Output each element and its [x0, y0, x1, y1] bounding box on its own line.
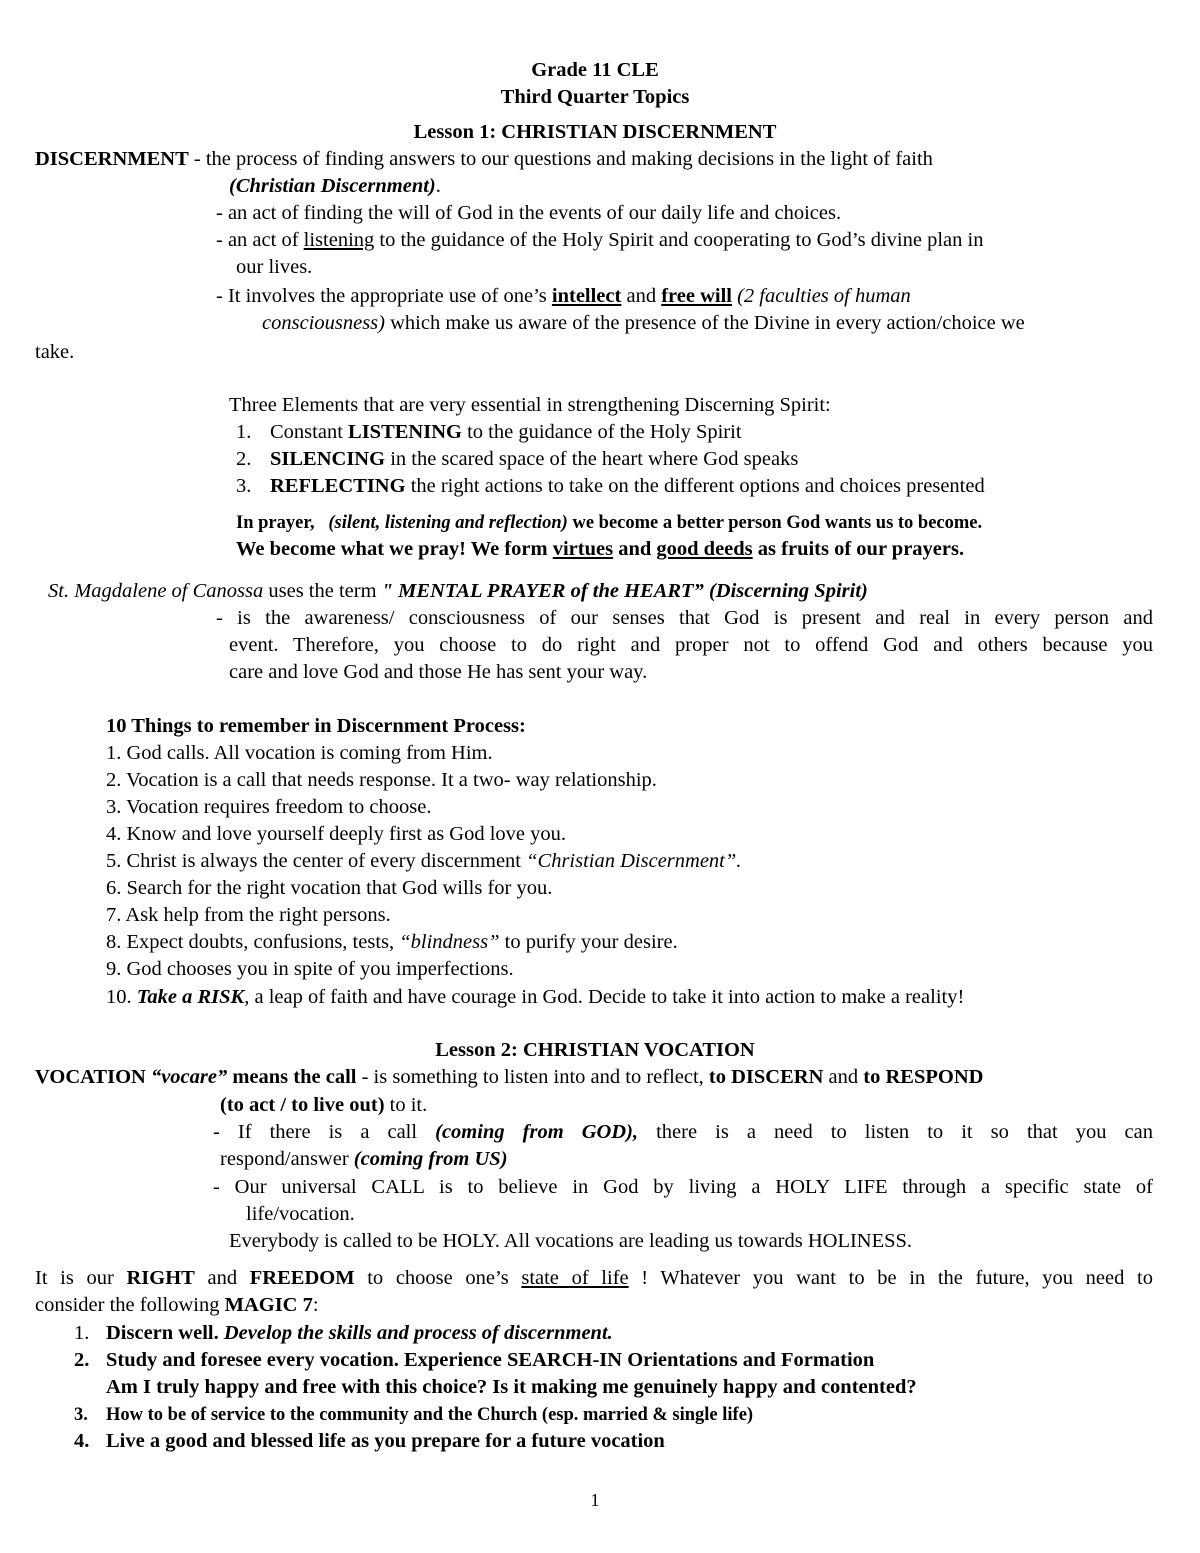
list-item	[106, 984, 964, 1011]
lesson1-heading-text: Lesson 1: CHRISTIAN DISCERNMENT	[413, 121, 777, 143]
element-num: 1.	[236, 421, 252, 443]
magic-item-2-cont: Am I truly happy and free with this choice? Is it making me genuinely happy and contented?	[106, 1376, 917, 1398]
thing5-a: 5. Christ is always the center of every discernment	[106, 850, 527, 872]
things-heading: 10 Things to remember in Discernment Process:	[106, 715, 526, 737]
element-rest: to the guidance of the Holy Spirit	[461, 421, 742, 443]
universal-call-cont: life/vocation.	[246, 1203, 355, 1225]
vocation-def-cont	[220, 1092, 427, 1119]
magic-intro	[35, 1292, 319, 1319]
def3-a: - an act of	[216, 229, 304, 251]
voc-respond: to RESPOND	[863, 1066, 984, 1088]
magic-num: 1.	[74, 1322, 90, 1344]
right-f: state of life	[521, 1267, 629, 1289]
m4-a: Live a good and blessed life as you prepare for a future vocation	[106, 1430, 665, 1452]
element-item	[236, 446, 798, 473]
magic-item-2	[74, 1347, 874, 1374]
def1-end: .	[435, 175, 441, 197]
def4-a: - It involves the appropriate use of one’s	[216, 285, 552, 307]
magic-num: 4.	[74, 1430, 90, 1452]
elements-intro: Three Elements that are very essential in strengthening Discerning Spirit:	[229, 394, 831, 416]
prayer-line-2	[236, 536, 964, 563]
def1-paren-line	[229, 173, 441, 200]
magic-item-3	[74, 1402, 753, 1429]
page-number: 1	[590, 1490, 600, 1510]
call-line	[213, 1119, 1153, 1146]
call-paren2: (coming from US)	[353, 1148, 508, 1170]
thing10-a: 10.	[106, 986, 137, 1008]
element-rest: in the scared space of the heart where God speaks	[385, 448, 799, 470]
list-item	[106, 929, 678, 956]
call-paren: (coming from GOD),	[435, 1121, 639, 1143]
def4-paren2: consciousness)	[262, 312, 385, 334]
m2-a: Study and foresee every vocation. Experience SEARCH-IN Orientations and Formation	[106, 1349, 875, 1371]
right-d: FREEDOM	[249, 1267, 355, 1289]
prayer2-b: as fruits of our prayers.	[752, 538, 965, 560]
def1-text: - the process of finding answers to our questions and making decisions in the light of faith	[188, 148, 933, 170]
m1-b: Develop the skills and process of discernment.	[223, 1322, 613, 1344]
voc-c: - is something to listen into and to reflect,	[356, 1066, 709, 1088]
element-bold: SILENCING	[270, 448, 386, 470]
def4-cont	[262, 310, 1025, 337]
list-item: 3. Vocation requires freedom to choose.	[106, 796, 432, 818]
thing10-b: Take a RISK	[136, 986, 245, 1008]
right-g: ! Whatever you want to be in the future, you need to	[628, 1267, 1153, 1289]
magic-num: 3.	[74, 1405, 88, 1425]
element-num: 2.	[236, 448, 252, 470]
canossa-mid: uses the term	[263, 580, 382, 602]
prayer2-deeds: good deeds	[656, 538, 753, 560]
def3-cont: our lives.	[236, 256, 313, 278]
def1-paren: (Christian Discernment)	[229, 175, 436, 197]
voc-e: (to act / to live out)	[220, 1094, 385, 1116]
magic-b: MAGIC 7	[224, 1294, 313, 1316]
prayer2-and: and	[613, 538, 657, 560]
right-b: RIGHT	[126, 1267, 195, 1289]
voc-discern: to DISCERN	[708, 1066, 824, 1088]
document-title: Grade 11 CLE	[531, 59, 659, 81]
def3-listening: listening	[303, 229, 375, 251]
thing5-b: “Christian Discernment”.	[526, 850, 742, 872]
element-num: 3.	[236, 475, 252, 497]
m1-a: Discern well.	[106, 1322, 224, 1344]
def4-intellect: intellect	[551, 285, 622, 307]
element-bold: LISTENING	[348, 421, 462, 443]
element-pre: Constant	[270, 421, 349, 443]
call-c: respond/answer	[220, 1148, 354, 1170]
document-subtitle: Third Quarter Topics	[500, 86, 690, 108]
def4-b: which make us aware of the presence of the Divine in every action/choice we	[384, 312, 1025, 334]
canossa-desc-2: event. Therefore, you choose to do right and proper not to offend God and others because you	[229, 634, 1153, 656]
magic-c: :	[312, 1294, 319, 1316]
def4-freewill: free will	[661, 285, 732, 307]
list-item: 7. Ask help from the right persons.	[106, 904, 391, 926]
lesson1-heading	[0, 119, 1190, 146]
element-rest: the right actions to take on the different options and choices presented	[405, 475, 985, 497]
universal-call-line: - Our universal CALL is to believe in God by living a HOLY LIFE through a specific state of	[213, 1176, 1153, 1198]
list-item: 9. God chooses you in spite of you imperfections.	[106, 958, 514, 980]
list-item: 4. Know and love yourself deeply first as God love you.	[106, 823, 567, 845]
right-e: to choose one’s	[354, 1267, 522, 1289]
voc-b: means the call	[227, 1066, 357, 1088]
list-item: 2. Vocation is a call that needs response. It a two- way relationship.	[106, 769, 657, 791]
magic-num: 2.	[74, 1349, 90, 1371]
call-cont	[220, 1146, 508, 1173]
voc-a: VOCATION	[35, 1066, 151, 1088]
thing8-b: “blindness”	[399, 931, 500, 953]
magic-a: consider the following	[35, 1294, 225, 1316]
def2-line: - an act of finding the will of God in the events of our daily life and choices.	[216, 202, 842, 224]
canossa-line	[48, 578, 868, 605]
discernment-term: DISCERNMENT	[35, 148, 189, 170]
canossa-desc-3: care and love God and those He has sent your way.	[229, 661, 648, 683]
prayer2-a: We become what we pray! We form	[236, 538, 553, 560]
call-b: there is a need to listen to it so that you can	[638, 1121, 1153, 1143]
def4-line	[216, 283, 911, 310]
list-item: 1. God calls. All vocation is coming from Him.	[106, 742, 493, 764]
discernment-definition	[35, 146, 933, 173]
element-bold: REFLECTING	[270, 475, 406, 497]
thing8-c: to purify your desire.	[499, 931, 678, 953]
thing8-a: 8. Expect doubts, confusions, tests,	[106, 931, 400, 953]
magic-item-4	[74, 1428, 665, 1455]
canossa-desc-1: - is the awareness/ consciousness of our senses that God is present and real in every person and	[216, 607, 1153, 629]
list-item: 6. Search for the right vocation that God wills for you.	[106, 877, 553, 899]
prayer1-paren: (silent, listening and reflection)	[328, 513, 568, 533]
voc-f: to it.	[384, 1094, 428, 1116]
magic-item-1	[74, 1320, 613, 1347]
holiness-line: Everybody is called to be HOLY. All vocations are leading us towards HOLINESS.	[229, 1230, 913, 1252]
def4-and: and	[621, 285, 662, 307]
def3-b: to the guidance of the Holy Spirit and cooperating to God’s divine plan in	[374, 229, 984, 251]
prayer1-b: we become a better person God wants us to become.	[567, 513, 983, 533]
element-item	[236, 419, 742, 446]
prayer1-a: In prayer,	[236, 513, 315, 533]
right-freedom-line	[35, 1265, 1153, 1292]
right-a: It is our	[35, 1267, 127, 1289]
element-item	[236, 473, 985, 500]
canossa-term: " MENTAL PRAYER of the HEART” (Discerning Spirit)	[381, 580, 868, 602]
lesson2-heading	[0, 1037, 1190, 1064]
list-item	[106, 848, 741, 875]
voc-vocare: “vocare”	[150, 1066, 228, 1088]
canossa-name: St. Magdalene of Canossa	[48, 580, 264, 602]
def3-line	[216, 227, 983, 254]
thing10-c: , a leap of faith and have courage in God. Decide to take it into action to make a reality!	[244, 986, 965, 1008]
prayer2-virtues: virtues	[552, 538, 614, 560]
def4-paren: (2 faculties of human	[731, 285, 911, 307]
voc-d: and	[823, 1066, 864, 1088]
vocation-definition	[35, 1064, 983, 1091]
right-c: and	[194, 1267, 250, 1289]
call-a: - If there is a call	[213, 1121, 436, 1143]
prayer-line-1	[236, 510, 982, 537]
lesson2-heading-text: Lesson 2: CHRISTIAN VOCATION	[435, 1039, 755, 1061]
def4-take: take.	[35, 341, 75, 363]
m3-a: How to be of service to the community and the Church (esp. married & single life)	[106, 1405, 754, 1425]
